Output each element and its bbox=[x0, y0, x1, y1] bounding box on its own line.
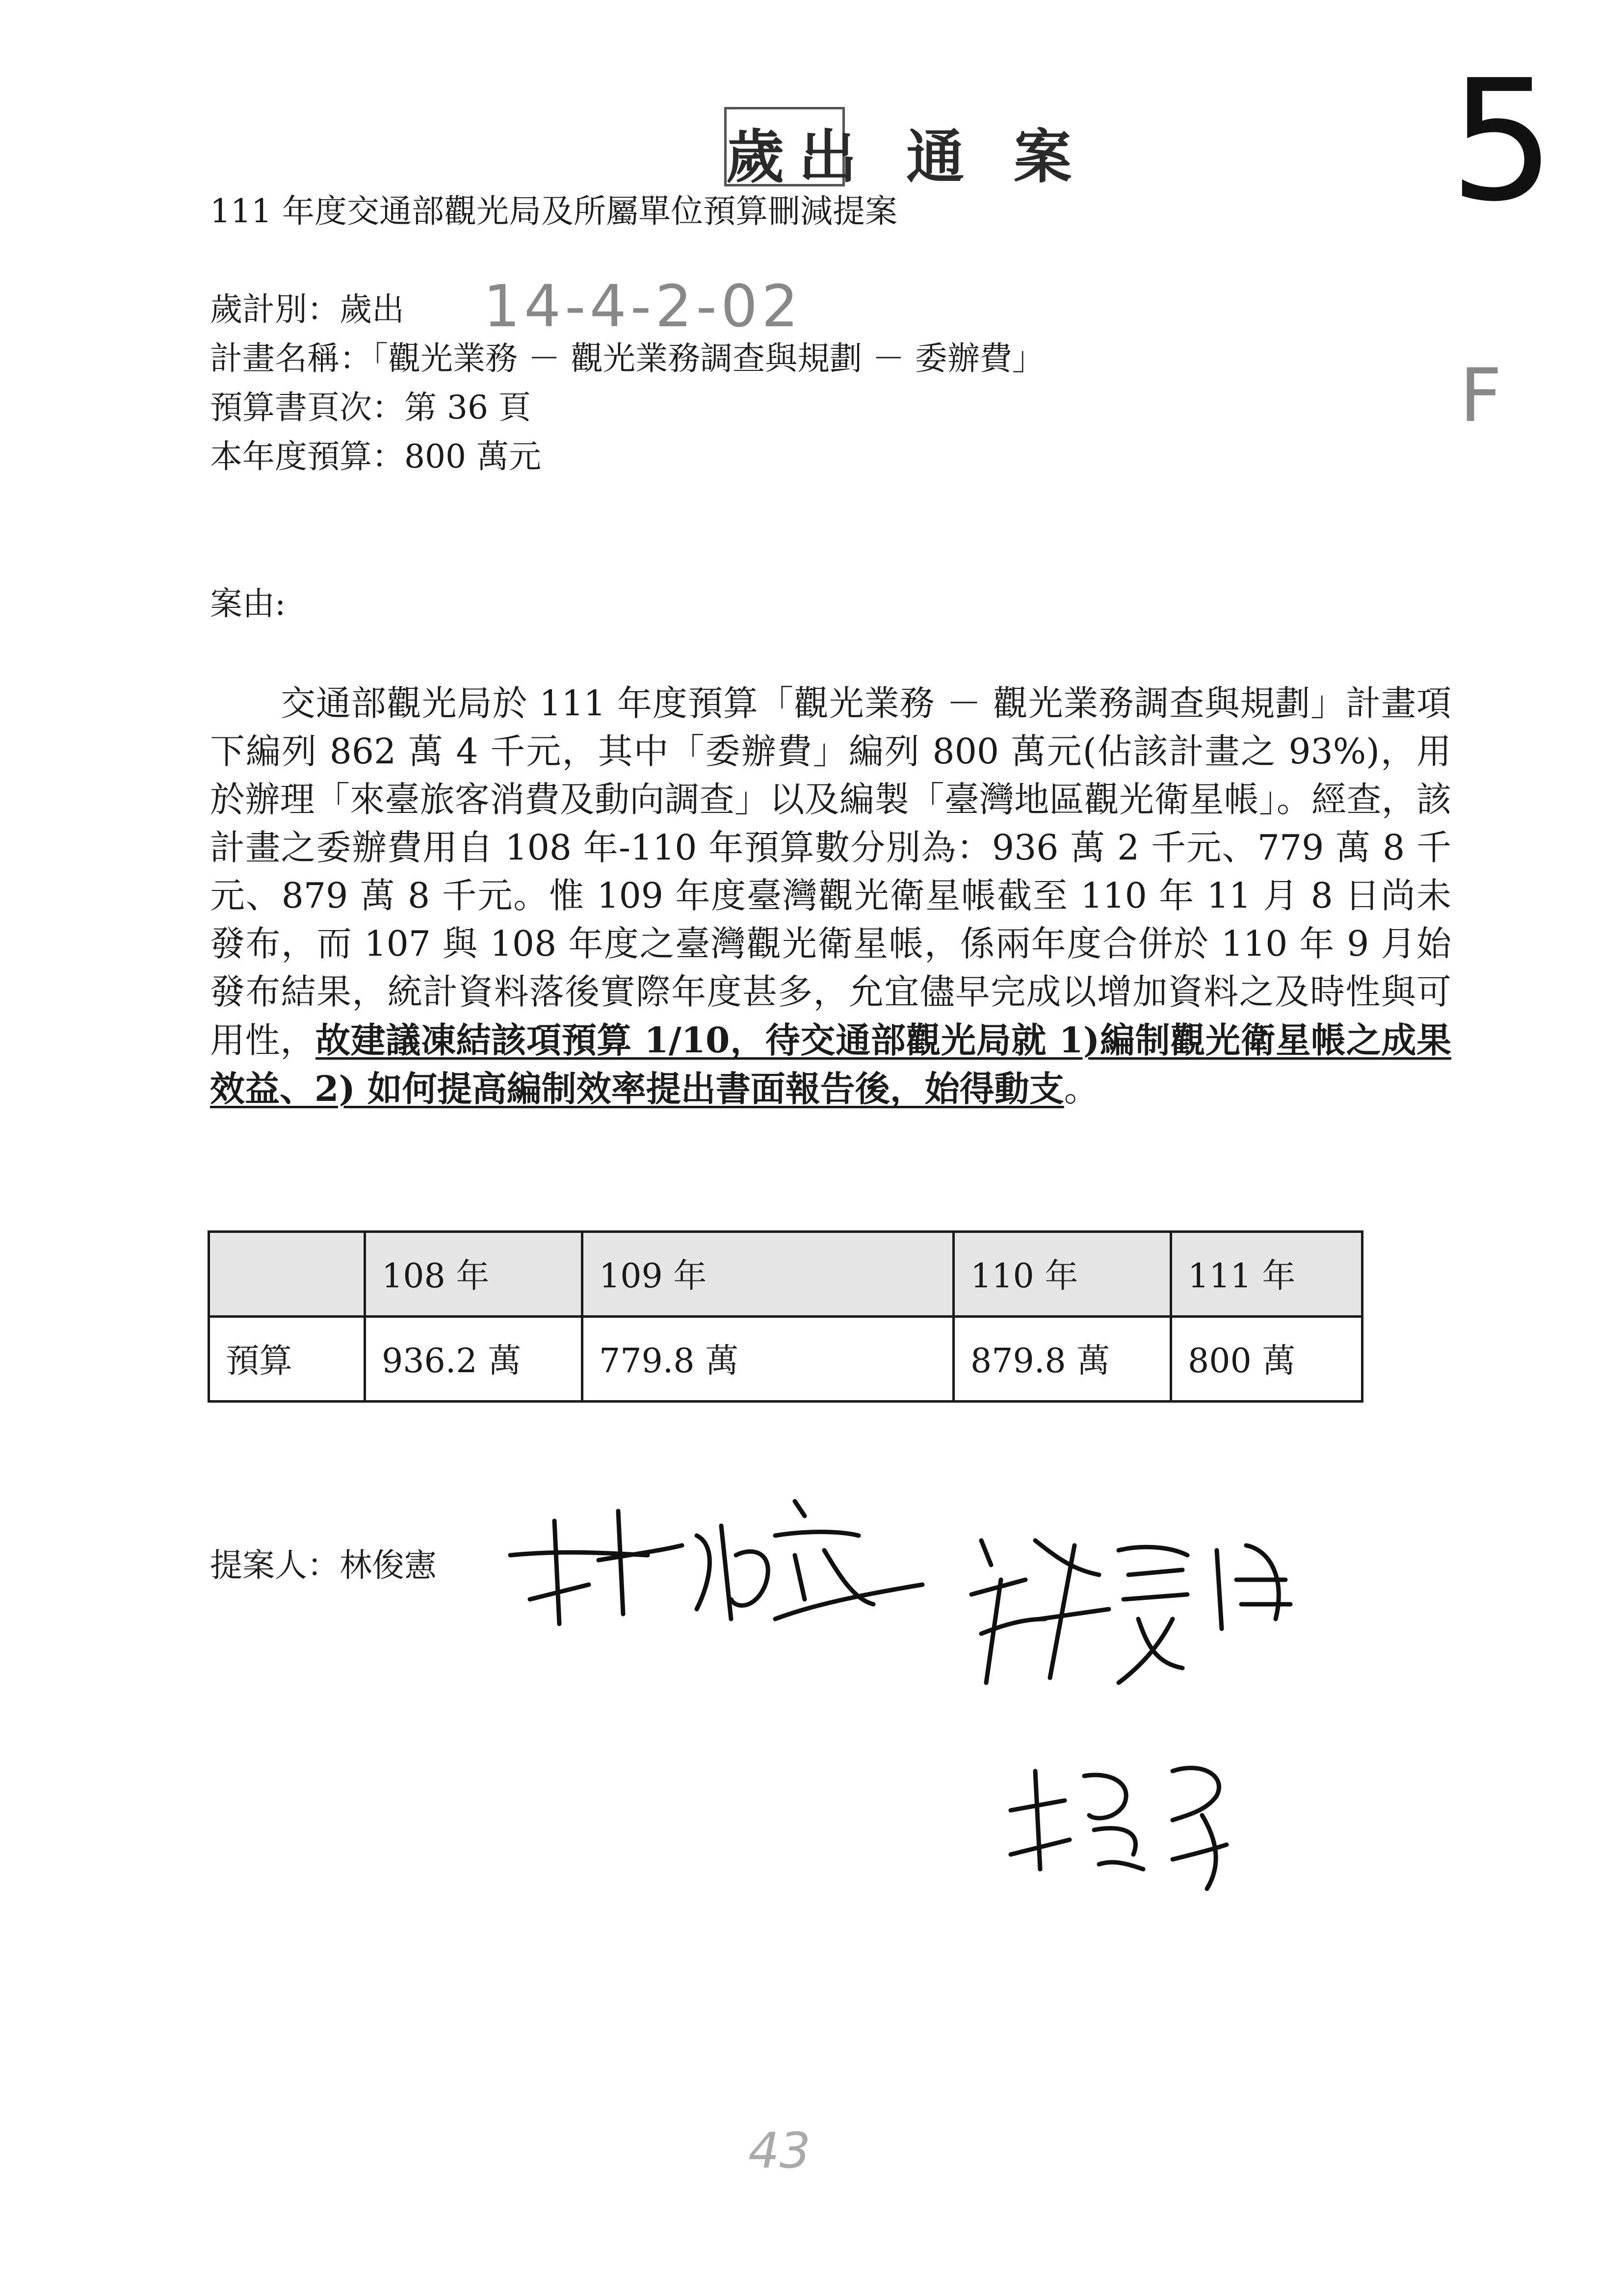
field-plan-name: 計畫名稱：「觀光業務 － 觀光業務調查與規劃 － 委辦費」 bbox=[210, 339, 1045, 377]
handwritten-code: 14-4-2-02 bbox=[483, 272, 803, 340]
budget-table bbox=[208, 1230, 1363, 1403]
table-header-cell: 109 年 bbox=[582, 1232, 954, 1317]
field-budget: 本年度預算：800 萬元 bbox=[210, 438, 541, 475]
field-page: 預算書頁次：第 36 頁 bbox=[210, 389, 531, 426]
table-header-row bbox=[209, 1232, 1362, 1317]
signature-1 bbox=[500, 1482, 942, 1639]
table-cell: 預算 bbox=[209, 1317, 365, 1402]
handwritten-letter: F bbox=[1460, 353, 1502, 439]
reason-paragraph bbox=[210, 679, 1451, 1113]
stamp-title: 歲出 通 案 bbox=[726, 123, 1087, 191]
table-cell: 779.8 萬 bbox=[582, 1317, 954, 1402]
document-title: 111 年度交通部觀光局及所屬單位預算刪減提案 bbox=[210, 192, 897, 230]
signature-3 bbox=[996, 1742, 1300, 1899]
table-header-cell: 110 年 bbox=[954, 1232, 1171, 1317]
table-header-cell: 108 年 bbox=[365, 1232, 582, 1317]
table-cell: 800 萬 bbox=[1171, 1317, 1362, 1402]
table-cell: 936.2 萬 bbox=[365, 1317, 582, 1402]
reason-label: 案由: bbox=[210, 585, 286, 623]
body-end: 。 bbox=[1064, 1069, 1099, 1109]
body-main: 交通部觀光局於 111 年度預算「觀光業務 － 觀光業務調查與規劃」計畫項下編列 862 萬 4 千元，其中「委辦費」編列 800 萬元(佔該計畫之 93%)，用於辦理「來臺旅客消費及動向調查」以及編製「臺灣地區觀光衛星帳」。經查，該計畫之委辦費用自 108 年-110 年預算數分別為：936 萬 2 千元、779 萬 8 千元、879 萬 8 千元。惟 109 年度臺灣觀光衛星帳截至 110 年 11 月 8 日尚未發布，而 107 與 108 年度之臺灣觀光衛星帳，係兩年度合併於 110 年 9 月始發布結果，統計資料落後實際年度甚多，允宜儘早完成以增加資料之及時性與可用性， bbox=[210, 683, 1451, 1061]
table-header-cell: 111 年 bbox=[1171, 1232, 1362, 1317]
table-header-cell bbox=[209, 1232, 365, 1317]
signature-2 bbox=[952, 1521, 1344, 1707]
proposer: 提案人：林俊憲 bbox=[210, 1546, 437, 1584]
table-row bbox=[209, 1317, 1362, 1402]
body-emphasis: 故建議凍結該項預算 1/10，待交通部觀光局就 1)編制觀光衛星帳之成果效益、2) 如何提高編制效率提出書面報告後，始得動支 bbox=[210, 1019, 1451, 1109]
table-cell: 879.8 萬 bbox=[954, 1317, 1171, 1402]
handwritten-page-number: 43 bbox=[748, 2122, 811, 2179]
handwritten-number: 5 bbox=[1449, 44, 1555, 238]
field-category: 歲計別：歲出 bbox=[210, 290, 404, 328]
